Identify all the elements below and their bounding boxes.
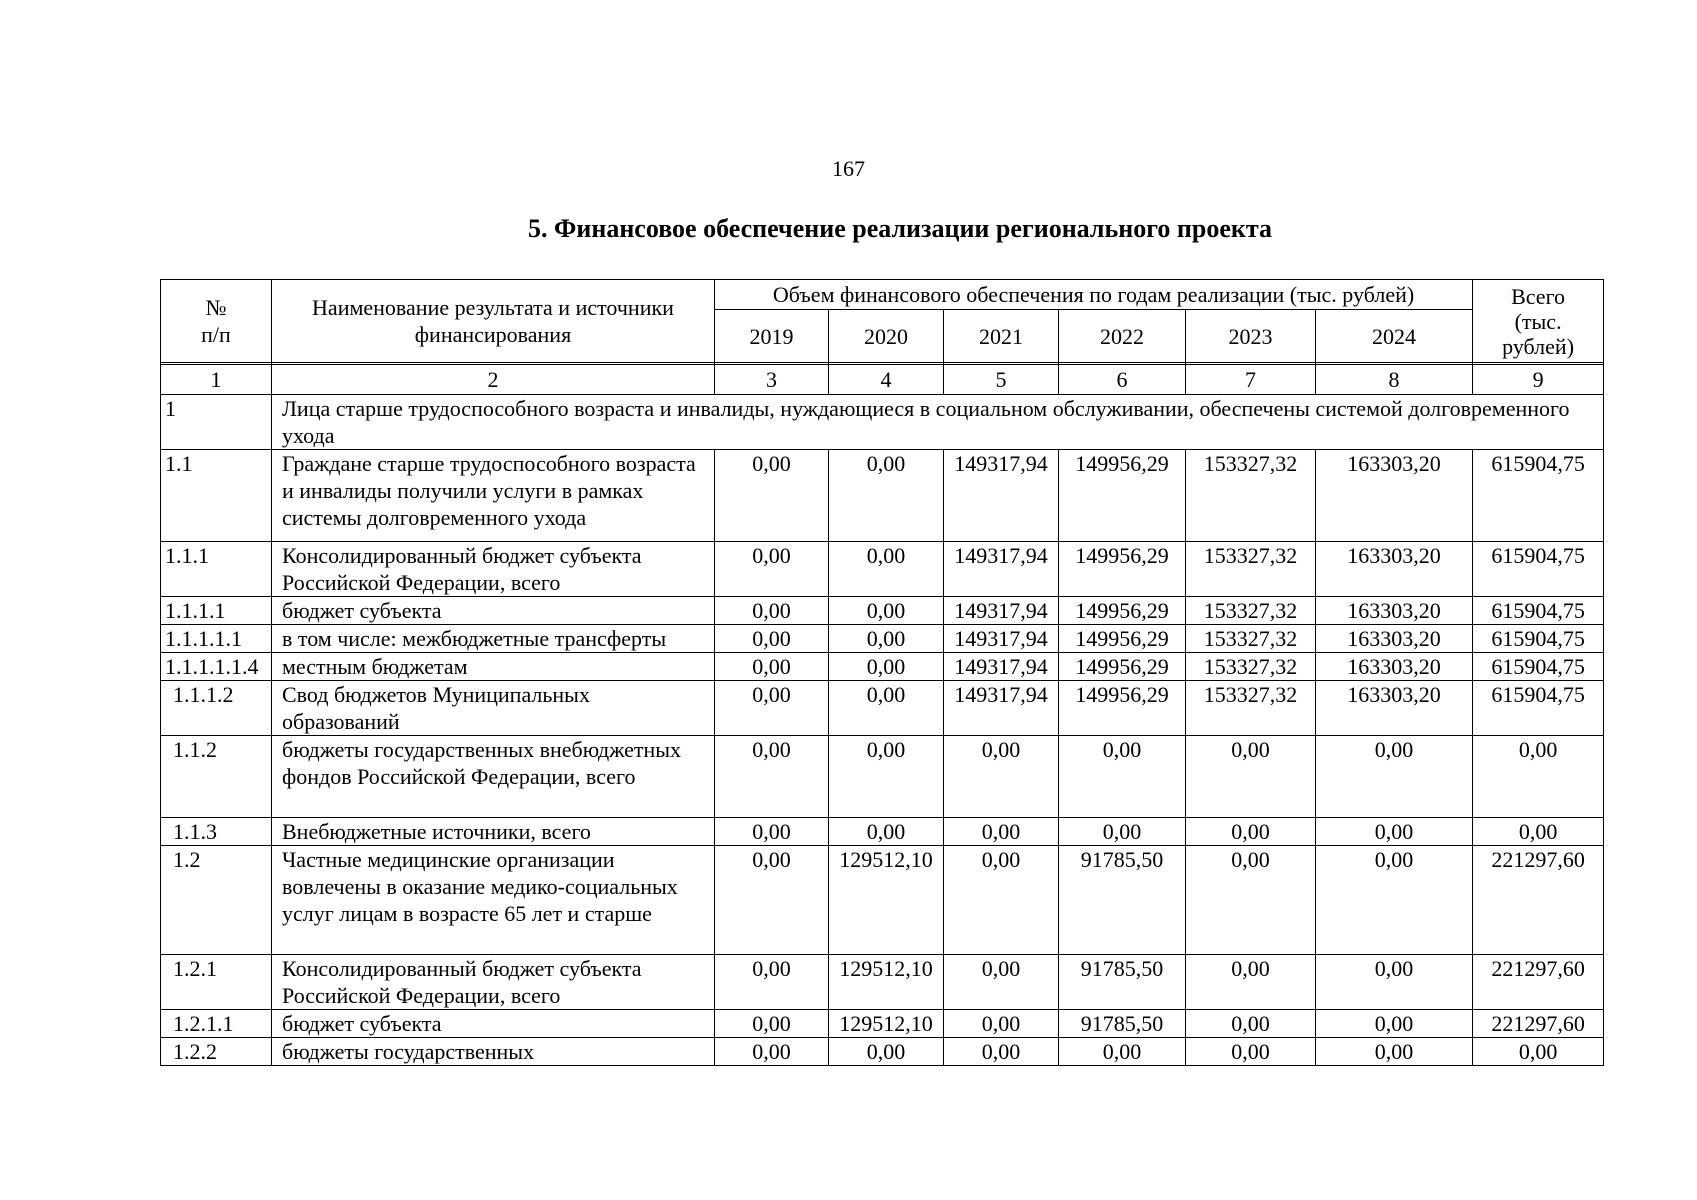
- row-value: 0,00: [1473, 736, 1604, 818]
- row-value: 0,00: [1186, 1010, 1316, 1038]
- row-value: 0,00: [715, 450, 829, 542]
- row-value: 615904,75: [1473, 681, 1604, 736]
- row-value: 615904,75: [1473, 625, 1604, 653]
- header-year: 2019: [715, 310, 829, 363]
- row-value: 153327,32: [1186, 653, 1316, 681]
- row-value: 0,00: [1316, 1010, 1473, 1038]
- row-value: 0,00: [1059, 818, 1186, 846]
- header-year: 2020: [829, 310, 944, 363]
- row-value: 0,00: [1059, 736, 1186, 818]
- row-value: 149956,29: [1059, 450, 1186, 542]
- row-value: 0,00: [829, 818, 944, 846]
- header-year: 2024: [1316, 310, 1473, 363]
- row-name: Консолидированный бюджет субъекта Российской Федерации, всего: [272, 955, 715, 1010]
- column-number: 2: [272, 365, 715, 395]
- row-value: 0,00: [715, 736, 829, 818]
- row-value: 0,00: [715, 681, 829, 736]
- row-value: 0,00: [1186, 1038, 1316, 1066]
- row-value: 615904,75: [1473, 450, 1604, 542]
- row-value: 149317,94: [944, 653, 1059, 681]
- row-id: 1.1.3: [161, 818, 272, 846]
- row-value: 0,00: [829, 625, 944, 653]
- table-row: [161, 681, 1604, 736]
- section-id: 1: [161, 395, 272, 450]
- table-row: [161, 542, 1604, 597]
- row-value: 0,00: [715, 597, 829, 625]
- row-value: 0,00: [829, 681, 944, 736]
- row-value: 0,00: [715, 1038, 829, 1066]
- table-row: [161, 955, 1604, 1010]
- table-row: [161, 1010, 1604, 1038]
- row-value: 149956,29: [1059, 597, 1186, 625]
- row-value: 91785,50: [1059, 955, 1186, 1010]
- row-value: 0,00: [944, 1010, 1059, 1038]
- row-name: Граждане старше трудоспособного возраста и инвалиды получили услуги в рамках системы долговременного ухода: [272, 450, 715, 542]
- row-value: 0,00: [1316, 955, 1473, 1010]
- row-id: 1.1.1.1.1.4: [161, 653, 272, 681]
- row-value: 153327,32: [1186, 625, 1316, 653]
- row-value: 221297,60: [1473, 846, 1604, 955]
- table-row: [161, 1038, 1604, 1066]
- financing-table: [160, 279, 1604, 1066]
- row-value: 149317,94: [944, 597, 1059, 625]
- row-value: 0,00: [715, 846, 829, 955]
- row-value: 163303,20: [1316, 681, 1473, 736]
- header-year: 2023: [1186, 310, 1316, 363]
- row-value: 0,00: [1059, 1038, 1186, 1066]
- page-number: 167: [832, 156, 865, 181]
- row-value: 0,00: [944, 818, 1059, 846]
- row-value: 149956,29: [1059, 625, 1186, 653]
- column-number: 8: [1316, 365, 1473, 395]
- row-value: 153327,32: [1186, 681, 1316, 736]
- row-value: 0,00: [715, 1010, 829, 1038]
- table-row: [161, 736, 1604, 818]
- row-id: 1.1.1.1: [161, 597, 272, 625]
- row-value: 615904,75: [1473, 653, 1604, 681]
- row-value: 153327,32: [1186, 542, 1316, 597]
- row-value: 91785,50: [1059, 1010, 1186, 1038]
- row-value: 0,00: [944, 736, 1059, 818]
- row-value: 0,00: [1473, 818, 1604, 846]
- row-value: 149317,94: [944, 542, 1059, 597]
- row-name: в том числе: межбюджетные трансферты: [272, 625, 715, 653]
- column-number: 1: [161, 365, 272, 395]
- row-value: 163303,20: [1316, 542, 1473, 597]
- row-value: 0,00: [944, 1038, 1059, 1066]
- row-value: 153327,32: [1186, 450, 1316, 542]
- row-value: 0,00: [829, 450, 944, 542]
- row-id: 1.1.1.1.1: [161, 625, 272, 653]
- row-value: 0,00: [1186, 818, 1316, 846]
- header-name: Наименование результата и источники финансирования: [272, 280, 715, 363]
- row-value: 129512,10: [829, 1010, 944, 1038]
- row-value: 129512,10: [829, 955, 944, 1010]
- section-row: [161, 395, 1604, 450]
- row-name: бюджеты государственных: [272, 1038, 715, 1066]
- row-value: 0,00: [944, 846, 1059, 955]
- row-value: 0,00: [715, 625, 829, 653]
- section-text: Лица старше трудоспособного возраста и инвалиды, нуждающиеся в социальном обслуживании, обеспечены системой долговременного ухода: [272, 395, 1604, 450]
- row-value: 0,00: [715, 653, 829, 681]
- row-name: Свод бюджетов Муниципальных образований: [272, 681, 715, 736]
- table-row: [161, 450, 1604, 542]
- row-id: 1.1.2: [161, 736, 272, 818]
- row-value: 163303,20: [1316, 597, 1473, 625]
- table-row: [161, 597, 1604, 625]
- row-id: 1.1: [161, 450, 272, 542]
- row-id: 1.2.1: [161, 955, 272, 1010]
- row-value: 0,00: [829, 1038, 944, 1066]
- row-value: 163303,20: [1316, 653, 1473, 681]
- row-value: 0,00: [944, 955, 1059, 1010]
- row-id: 1.1.1.2: [161, 681, 272, 736]
- row-value: 0,00: [829, 653, 944, 681]
- header-year: 2021: [944, 310, 1059, 363]
- column-number: 6: [1059, 365, 1186, 395]
- row-value: 149317,94: [944, 450, 1059, 542]
- row-value: 149956,29: [1059, 542, 1186, 597]
- row-name: Внебюджетные источники, всего: [272, 818, 715, 846]
- row-value: 0,00: [1316, 1038, 1473, 1066]
- header-year: 2022: [1059, 310, 1186, 363]
- table-row: [161, 625, 1604, 653]
- row-value: 615904,75: [1473, 542, 1604, 597]
- column-number: 5: [944, 365, 1059, 395]
- row-value: 163303,20: [1316, 625, 1473, 653]
- row-value: 0,00: [715, 542, 829, 597]
- row-value: 221297,60: [1473, 1010, 1604, 1038]
- row-value: 153327,32: [1186, 597, 1316, 625]
- table-row: [161, 846, 1604, 955]
- header-total: Всего (тыс. рублей): [1473, 280, 1604, 363]
- row-value: 0,00: [1316, 846, 1473, 955]
- page-title: 5. Финансовое обеспечение реализации регионального проекта: [528, 214, 1272, 243]
- row-value: 163303,20: [1316, 450, 1473, 542]
- row-value: 0,00: [715, 818, 829, 846]
- row-name: местным бюджетам: [272, 653, 715, 681]
- row-id: 1.2.1.1: [161, 1010, 272, 1038]
- row-name: бюджеты государственных внебюджетных фондов Российской Федерации, всего: [272, 736, 715, 818]
- row-value: 149317,94: [944, 681, 1059, 736]
- row-name: бюджет субъекта: [272, 1010, 715, 1038]
- row-id: 1.2: [161, 846, 272, 955]
- row-value: 0,00: [1186, 846, 1316, 955]
- row-value: 0,00: [829, 736, 944, 818]
- column-number: 4: [829, 365, 944, 395]
- row-value: 0,00: [829, 542, 944, 597]
- row-value: 0,00: [1316, 818, 1473, 846]
- row-id: 1.2.2: [161, 1038, 272, 1066]
- row-value: 0,00: [715, 955, 829, 1010]
- row-name: Частные медицинские организации вовлечены в оказание медико-социальных услуг лицам в возрасте 65 лет и старше: [272, 846, 715, 955]
- row-value: 0,00: [1186, 955, 1316, 1010]
- row-value: 0,00: [1316, 736, 1473, 818]
- row-value: 0,00: [829, 597, 944, 625]
- row-value: 0,00: [1186, 736, 1316, 818]
- column-numbers-row: [161, 365, 1604, 395]
- header-num: № п/п: [161, 280, 272, 363]
- column-number: 3: [715, 365, 829, 395]
- row-value: 149956,29: [1059, 653, 1186, 681]
- table-row: [161, 653, 1604, 681]
- column-number: 9: [1473, 365, 1604, 395]
- row-value: 149956,29: [1059, 681, 1186, 736]
- column-number: 7: [1186, 365, 1316, 395]
- row-value: 149317,94: [944, 625, 1059, 653]
- row-name: бюджет субъекта: [272, 597, 715, 625]
- row-value: 221297,60: [1473, 955, 1604, 1010]
- row-name: Консолидированный бюджет субъекта Российской Федерации, всего: [272, 542, 715, 597]
- row-value: 615904,75: [1473, 597, 1604, 625]
- header-volume-group: Объем финансового обеспечения по годам реализации (тыс. рублей): [715, 280, 1473, 310]
- row-value: 129512,10: [829, 846, 944, 955]
- table-row: [161, 818, 1604, 846]
- financing-table-container: [160, 279, 1603, 1066]
- row-id: 1.1.1: [161, 542, 272, 597]
- row-value: 0,00: [1473, 1038, 1604, 1066]
- row-value: 91785,50: [1059, 846, 1186, 955]
- header-row-top: [161, 280, 1604, 310]
